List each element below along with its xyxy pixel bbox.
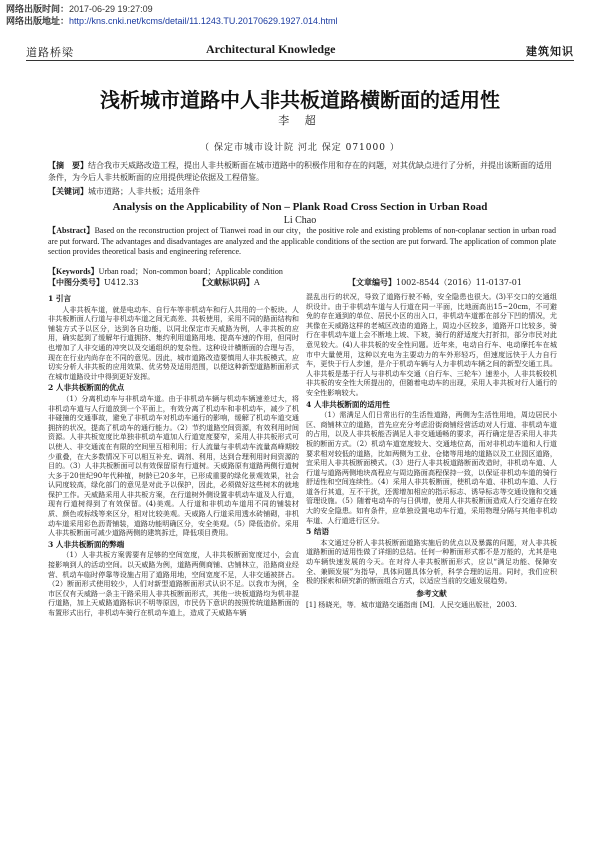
pub-url	[6, 14, 338, 27]
paragraph-conclusion: 本文通过分析人非共板断面道路实施后的优点以及暴露的问题，对人非共板道路断面的适用性做了详细的总结。任何一种断面形式都不是万能的，尤其是电动车辆快速发展的今天。在对待人非共板断面形式，应以“满足功能、保障安全、兼顾发展”为指导，具体问题具体分析，科学合理的运用。同时，我们应积极的探索和研究新的断面组合方式，以适应当前的交通发展趋势。	[306, 537, 557, 586]
abstract-zh	[48, 160, 554, 183]
article-no-value: 1002-8544（2016）11-0137-01	[396, 278, 522, 287]
references-heading: 参考文献	[416, 588, 447, 598]
article-author: 李 超	[278, 114, 322, 127]
pub-url-link[interactable]: http://kns.cnki.net/kcms/detail/11.1243.TU.20170629.1927.014.html	[69, 16, 338, 26]
keywords-en-text: Urban road；Non-common board；Applicable condition	[98, 267, 283, 276]
header-journal-zh: 建筑知识	[526, 45, 574, 58]
abstract-en-text: Based on the reconstruction project of Tianwei road in our city，the positive role and existing problems of non-coplanar section in urban road are put forward. The advantages and disadvantages are analyzed and the applicable conditions of the section are put forward. The application of common plate section provides theoretical basis and engineering reference.	[48, 226, 556, 256]
clc-label: 【中图分类号】	[48, 277, 104, 287]
running-header	[26, 42, 574, 61]
paragraph-intro: 人非共板车道，就是电动车、自行车等非机动车和行人共用的一个板块。人非共板断面人行道与非机动车道之间无高差、共板使用，采用不同的路面结构和铺装方式予以区分，达到各自功能，以同北保定市天威路为例，人非共板的应用，确实起到了缓解年行道拥挤、集约利用道路用地、提高车速的作用，但同时也增加了人非交通的冲突以及交通组织的复杂性。这种设计横断面的合理与否，现在在行业内尚存在不同的意见。因此，城市道路改造要慎用人非共板模式，应切实分析人非共板的应用效果、优劣势及适用范围，以便这种新型道路断面形式在城市道路设计中得到更好发挥。	[48, 304, 299, 381]
paragraph-advantages: （1）分离机动车与非机动车道。由于非机动车辆与机动车辆速差过大，将非机动车道与人行道放到一个平面上，有效分离了机动车和非机动车，减少了机非碰撞的交通事故，避免了非机动车对机动车通行的影响，缓解了机动车道交通拥挤的状况，提高了机动车的通行能力。（2）节约道路空间资源，有效利用时间资源。人非共板宽度比单独非机动车道加人行道宽度要窄，采用人非共板形式可以使人、非交通流在有限的空间里互相利用；行人流量与非机动车流量高峰期较少重叠，在大多数情况下可以相互补充、调剂、利用，达到合理利用时间资源的目的。（3）人非共板断面可以有效保留原有行道树。天威路原有道路两侧行道树大多于20世纪90年代种植，树龄已20多年，已形成重要的绿化景观效果，社会认同度较高，绿化部门的意见是对此予以保护，因此，必须做好这些树木的就地保护工作。天威路采用人非共板方案，在行道树外侧设置非机动车道及人行道，现有行道树得到了有效保留。(4)美观。人行道和非机动车道用不同的铺装材质、颜色或标线等来区分，相对比较美观。天威路人行道采用透水砖铺砌，非机动车道采用彩色沥青铺装，道路功能明确区分，安全美观。（5）降低造价。采用人非共板断面可减少道路两侧的建筑拆迁，降低项目费用。	[48, 393, 299, 538]
doc-code-label: 【文献标识码】	[198, 277, 254, 287]
section-heading-intro: 1 引言	[48, 294, 72, 303]
paragraph-drawbacks: （1）人非共板方案需要有足够的空间宽度，人非共板断面宽度过小，会直接影响到人的活动空间。以天威路为例，道路两侧商铺、店铺林立，沿路商业经营、机动车临时停靠等设施占用了道路用地，空间宽度不足，人非交通被挤占。（2）断面形式使用较少，人们对新型道路断面形式认识不足。以我市为例，全市区仅有天威路一条主干路采用人非共板断面形式，其他一块板道路均为机非混行道路，加上天威路道路标识不明等原因，市民仍下意识的按照传统道路断面的布置形式出行，非机动车骑行在机动车道上，造成了天威路车辆	[48, 550, 299, 617]
keywords-zh-label: 【关键词】	[48, 186, 88, 196]
keywords-en-label: 【Keywords】	[48, 267, 99, 276]
article-number	[348, 277, 522, 288]
pub-time-label: 网络出版时间：	[6, 4, 70, 14]
section-heading-conclusion: 5 结语	[306, 527, 330, 537]
clc-number	[48, 277, 139, 288]
paragraph-drawbacks-cont: 混乱出行的状况，导致了道路行驶不畅，安全隐患也很大。(3)平交口的交通组织设计。由于非机动车道与人行道在同一平面，比地面高出15~20cm，不可避免的存在通到的单位、居民小区的出入口，非机动车道都在部分下凹的情况，尤其像在天威路这样的老城区改造的道路上，周边小区较多，道路开口比较多，骑行在非机动车道上会不断地上坡、下坡，骑行的舒适度大打折扣，部分市民对此意见较大。(4)人非共板的安全性问题。近年来，电动自行车、电动摩托车在城市中大量使用，这种以充电为主要动力的车外形轻巧，但速度远快于人力自行车，更快于行人步速，是介于机动车辆与人力非机动车辆之间的新型交通工具。人非共板是基于行人与非机动车交通（自行车、三轮车）速差小，人非共板较机非共板的安全性大所提出的，但随着电动车的出现，采用人非共板对行人通行的安全性影响较大。	[306, 292, 557, 397]
keywords-zh	[48, 186, 554, 197]
article-affiliation: （ 保定市城市设计院 河北 保定 071000 ）	[200, 143, 400, 153]
paragraph-applicability: （1）需满足人们日常出行的生活性道路，两侧为生活性用地，周边居民小区、商铺林立的道路，首先应充分考虑沿街商铺经营活动对人行道、非机动车道的占用，以及人非共板能否满足人非交通通畅的要求，再行确定是否采用人非共板的断面方式。（2）机动车道宽度较大、交通地位高，而对非机动车道和人行道要求相对较低的道路，比如两侧为工业、仓储等用地的道路以及工业园区道路，宜采用人非共板断面模式。（3）进行人非共板道路断面改造时，非机动车道、人行道与道路两侧地块高程应与周边路面高程保持一致，以保证非机动车道的骑行舒适性和空间连续性。（4）采用人非共板断面，使机动车道、非机动车道、人行道各行其道，互不干扰，还需增加相应的指示标志、诱导标志等交通设施和交通管理设施。（5）随着电动车的与日俱增，使用人非共板断面造成人行交通存在较大的安全隐患。如有条件，应单独设置电动车行道，采用物理分隔与其他非机动车道、人行道进行区分。	[306, 410, 557, 525]
abstract-zh-label: 【摘 要】	[48, 160, 88, 170]
abstract-zh-text: 结合我市天威路改造工程，提出人非共板断面在城市道路中的积极作用和存在的问题，对其优缺点进行了分析，并提出该断面的适用条件，为今后人非共板断面的应用提供理论依据及工程借鉴。	[48, 161, 552, 182]
pub-url-label: 网络出版地址：	[6, 16, 70, 26]
title-en: Analysis on the Applicability of Non – Plank Road Cross Section in Urban Road	[112, 201, 488, 213]
doc-code-value: A	[254, 278, 260, 287]
section-heading-advantages: 2 人非共板断面的优点	[48, 383, 125, 393]
keywords-zh-text: 城市道路；人非共板；适用条件	[88, 187, 200, 196]
author-en: Li Chao	[283, 215, 317, 226]
reference-item: [1] 杨晓光，等．城市道路交通指南 [M]．人民交通出版社，2003.	[306, 600, 517, 610]
clc-value: U412.33	[104, 278, 139, 287]
header-journal-en: Architectural Knowledge	[206, 42, 336, 56]
section-heading-drawbacks: 3 人非共板断面的弊端	[48, 539, 125, 549]
doc-code	[198, 277, 260, 288]
abstract-en-label: 【Abstract】	[48, 226, 95, 235]
keywords-en	[48, 266, 556, 277]
article-no-label: 【文章编号】	[348, 277, 396, 287]
header-column: 道路桥梁	[26, 46, 74, 59]
body-column-right	[306, 292, 557, 610]
body-column-left	[48, 292, 299, 618]
section-heading-applicability: 4 人非共板断面的适用性	[306, 399, 390, 409]
article-title: 浅析城市道路中人非共板道路横断面的适用性	[100, 88, 500, 112]
pub-time-value: 2017-06-29 19:27:09	[69, 4, 153, 14]
abstract-en	[48, 226, 556, 258]
